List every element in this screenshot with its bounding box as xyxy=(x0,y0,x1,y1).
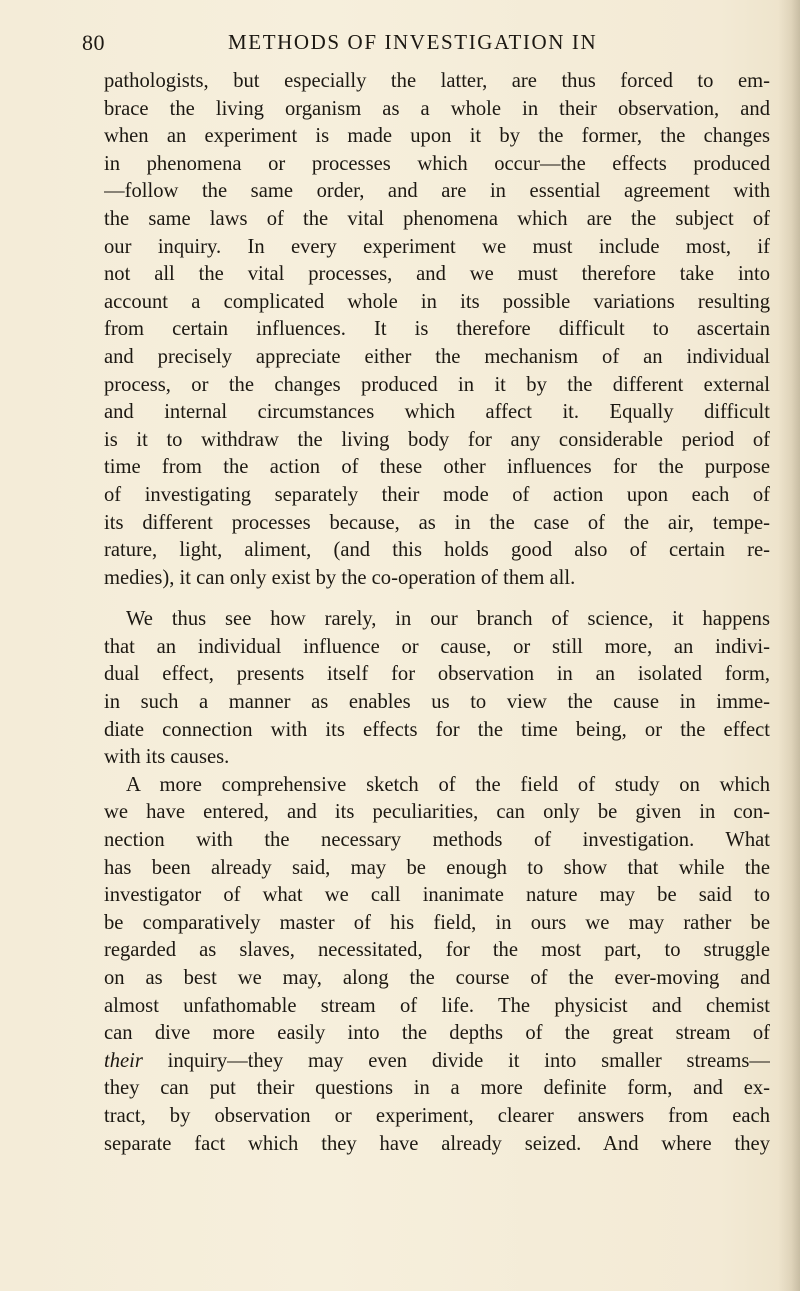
page-number: 80 xyxy=(82,30,105,55)
text-line: we have entered, and its peculiarities, can only be given in con- xyxy=(104,801,770,824)
body-text xyxy=(104,68,770,1158)
text-line: and precisely appreciate either the mechanism of an individual xyxy=(104,345,770,368)
text-line: —follow the same order, and are in essential agreement with xyxy=(104,180,770,203)
text-line: time from the action of these other influences for the purpose xyxy=(104,456,770,479)
text-line: on as best we may, along the course of the ever-moving and xyxy=(104,967,770,989)
text-line: pathologists, but especially the latter, are thus forced to em- xyxy=(104,70,770,92)
paragraph-2 xyxy=(104,606,770,772)
text-line: when an experiment is made upon it by the former, the changes xyxy=(104,125,770,148)
text-line: tract, by observation or experiment, clearer answers from each xyxy=(104,1104,770,1127)
text-line: separate fact which they have already seized. And where they xyxy=(104,1132,770,1155)
text-line: has been already said, may be enough to show that while the xyxy=(104,856,770,879)
text-line: almost unfathomable stream of life. The physicist and chemist xyxy=(104,994,770,1017)
text-line: rature, light, aliment, (and this holds good also of certain re- xyxy=(104,539,770,562)
text-line: is it to withdraw the living body for any considerable period of xyxy=(104,428,770,451)
text-line: their inquiry—they may even divide it into smaller streams— xyxy=(104,1049,770,1072)
italic-word: their xyxy=(104,1049,143,1072)
text-line: and internal circumstances which affect it. Equally difficult xyxy=(104,401,770,424)
paragraph-1 xyxy=(104,68,770,592)
text-line: our inquiry. In every experiment we must include most, if xyxy=(104,235,770,258)
text-line: that an individual influence or cause, or still more, an indivi- xyxy=(104,635,770,658)
text-line: A more comprehensive sketch of the field of study on which xyxy=(126,773,770,796)
text-line: can dive more easily into the depths of the great stream of xyxy=(104,1022,770,1045)
text-line: the same laws of the vital phenomena which are the subject of xyxy=(104,207,770,230)
text-line: they can put their questions in a more definite form, and ex- xyxy=(104,1077,770,1100)
text-line: dual effect, presents itself for observation in an isolated form, xyxy=(104,663,770,686)
text-line: investigator of what we call inanimate nature may be said to xyxy=(104,884,770,907)
text-line: in phenomena or processes which occur—the effects produced xyxy=(104,152,770,175)
text-line: brace the living organism as a whole in their observation, and xyxy=(104,97,770,120)
text-line: its different processes because, as in the case of the air, tempe- xyxy=(104,511,770,534)
text-line: diate connection with its effects for the time being, or the effect xyxy=(104,718,770,741)
text-line: nection with the necessary methods of investigation. What xyxy=(104,829,770,852)
text-line: process, or the changes produced in it by the different external xyxy=(104,373,770,396)
page-edge-shadow xyxy=(778,0,800,1291)
text-line: in such a manner as enables us to view the cause in imme- xyxy=(104,691,770,714)
running-head: METHODS OF INVESTIGATION IN xyxy=(228,30,598,54)
page-header xyxy=(68,30,748,60)
text-line: of investigating separately their mode of action upon each of xyxy=(104,483,770,506)
paragraph-gap xyxy=(104,592,770,606)
paragraph-3 xyxy=(104,772,770,1158)
text-line: not all the vital processes, and we must therefore take into xyxy=(104,263,770,286)
text-line: account a complicated whole in its possible variations resulting xyxy=(104,290,770,313)
text-line: from certain influences. It is therefore difficult to ascertain xyxy=(104,318,770,341)
text-line: with its causes. xyxy=(104,746,230,769)
text-line: regarded as slaves, necessitated, for the most part, to struggle xyxy=(104,939,770,962)
text-line: We thus see how rarely, in our branch of science, it happens xyxy=(126,608,770,631)
text-line: medies), it can only exist by the co-operation of them all. xyxy=(104,566,576,589)
text-line: be comparatively master of his field, in ours we may rather be xyxy=(104,911,770,934)
